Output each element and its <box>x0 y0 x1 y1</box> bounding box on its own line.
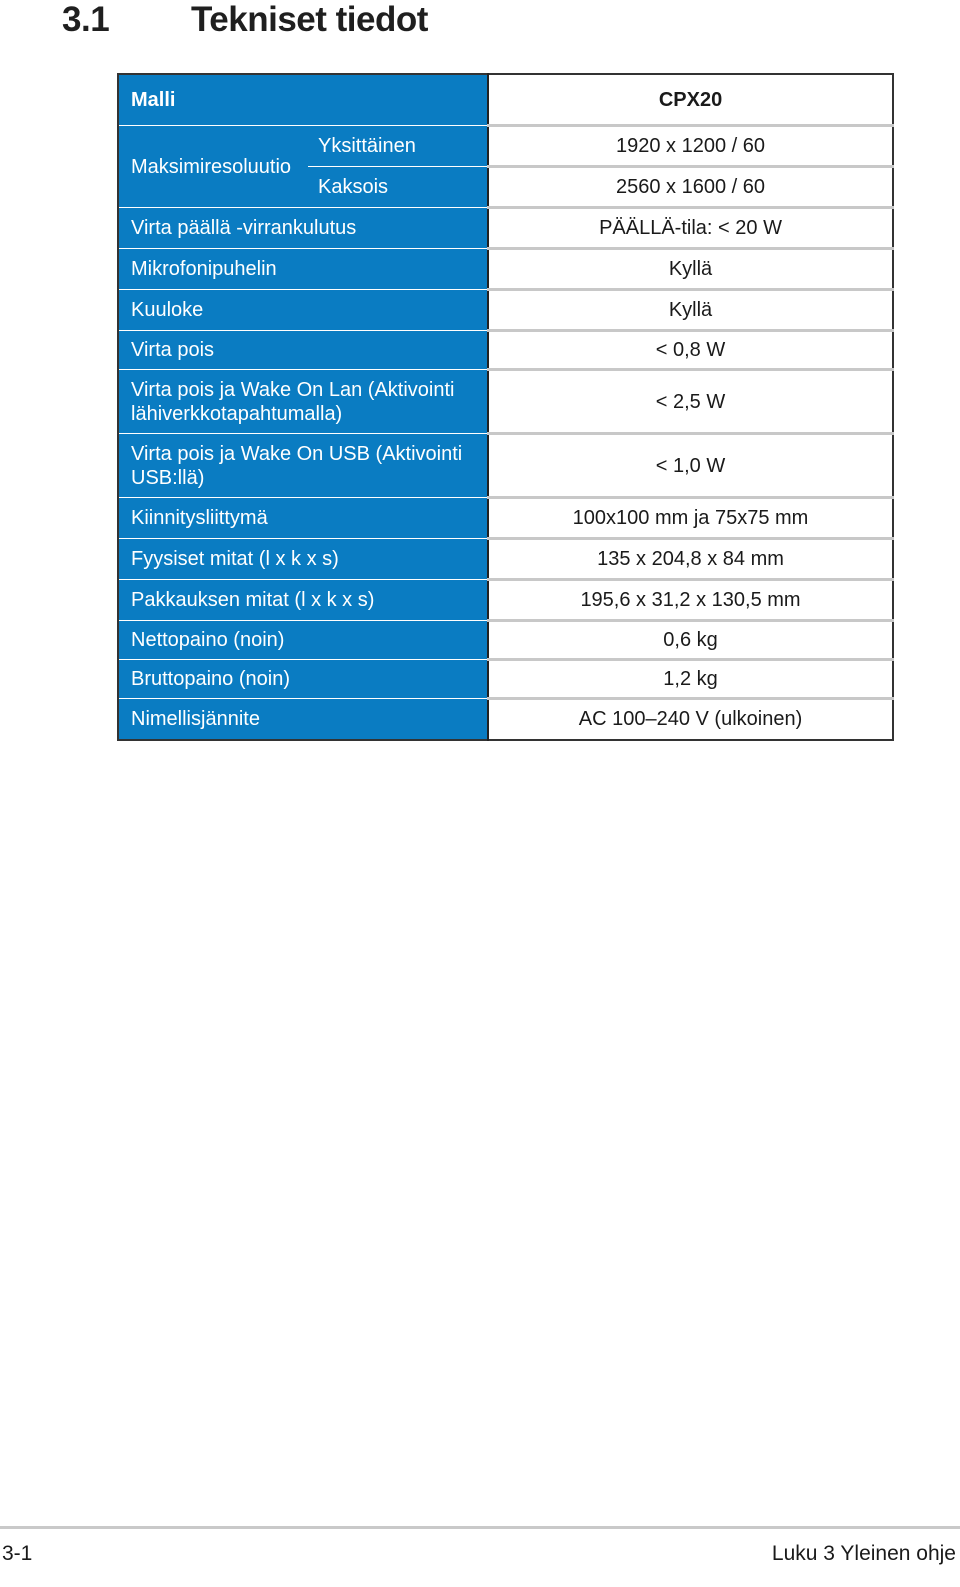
row-value: < 1,0 W <box>488 434 893 498</box>
row-value: < 2,5 W <box>488 370 893 434</box>
row-label: Kuuloke <box>118 290 488 331</box>
row-value: 135 x 204,8 x 84 mm <box>488 539 893 580</box>
section-title: Tekniset tiedot <box>191 0 428 39</box>
row-value: Kyllä <box>488 290 893 331</box>
dual-resolution-value: 2560 x 1600 / 60 <box>488 167 893 208</box>
table-row <box>118 699 893 740</box>
page-number: 3-1 <box>2 1542 33 1565</box>
row-label: Mikrofonipuhelin <box>118 249 488 290</box>
row-value: < 0,8 W <box>488 331 893 370</box>
row-label: Pakkauksen mitat (l x k x s) <box>118 580 488 621</box>
row-value: AC 100–240 V (ulkoinen) <box>578 708 803 731</box>
single-resolution-value: 1920 x 1200 / 60 <box>488 126 893 167</box>
table-row <box>118 331 893 370</box>
row-label: Kiinnitysliittymä <box>118 498 488 539</box>
row-value: 195,6 x 31,2 x 130,5 mm <box>488 580 893 621</box>
spec-table <box>117 73 894 741</box>
dual-resolution-label: Kaksois <box>308 167 488 208</box>
row-label: Nettopaino (noin) <box>118 621 488 660</box>
row-value: 0,6 kg <box>488 621 893 660</box>
row-value: Kyllä <box>488 249 893 290</box>
table-row <box>118 621 893 660</box>
table-row <box>118 208 893 249</box>
section-number: 3.1 <box>62 0 110 39</box>
header-model-value: CPX20 <box>488 74 893 126</box>
table-row <box>118 126 893 167</box>
row-value: PÄÄLLÄ-tila: < 20 W <box>488 208 893 249</box>
row-value: 1,2 kg <box>488 660 893 699</box>
row-label: Virta pois ja Wake On Lan (Aktivointi lähiverkkotapahtumalla) <box>118 370 488 434</box>
row-value: 100x100 mm ja 75x75 mm <box>488 498 893 539</box>
row-label: Nimellisjännite <box>118 699 488 740</box>
single-resolution-label: Yksittäinen <box>308 126 488 167</box>
footer-divider <box>0 1526 960 1529</box>
row-label: Fyysiset mitat (l x k x s) <box>118 539 488 580</box>
table-row <box>118 290 893 331</box>
header-model-label: Malli <box>118 74 488 126</box>
table-header-row <box>118 74 893 126</box>
table-row <box>118 434 893 498</box>
row-label: Bruttopaino (noin) <box>118 660 488 699</box>
table-row <box>118 539 893 580</box>
row-label: Virta pois ja Wake On USB (Aktivointi USB:llä) <box>118 434 488 498</box>
table-row <box>118 249 893 290</box>
max-resolution-label: Maksimiresoluutio <box>118 126 308 208</box>
table-row <box>118 498 893 539</box>
row-label: Virta päällä -virrankulutus <box>118 208 488 249</box>
row-label: Virta pois <box>118 331 488 370</box>
table-row <box>118 580 893 621</box>
table-row <box>118 660 893 699</box>
chapter-title: Luku 3 Yleinen ohje <box>771 1542 956 1565</box>
table-row <box>118 370 893 434</box>
